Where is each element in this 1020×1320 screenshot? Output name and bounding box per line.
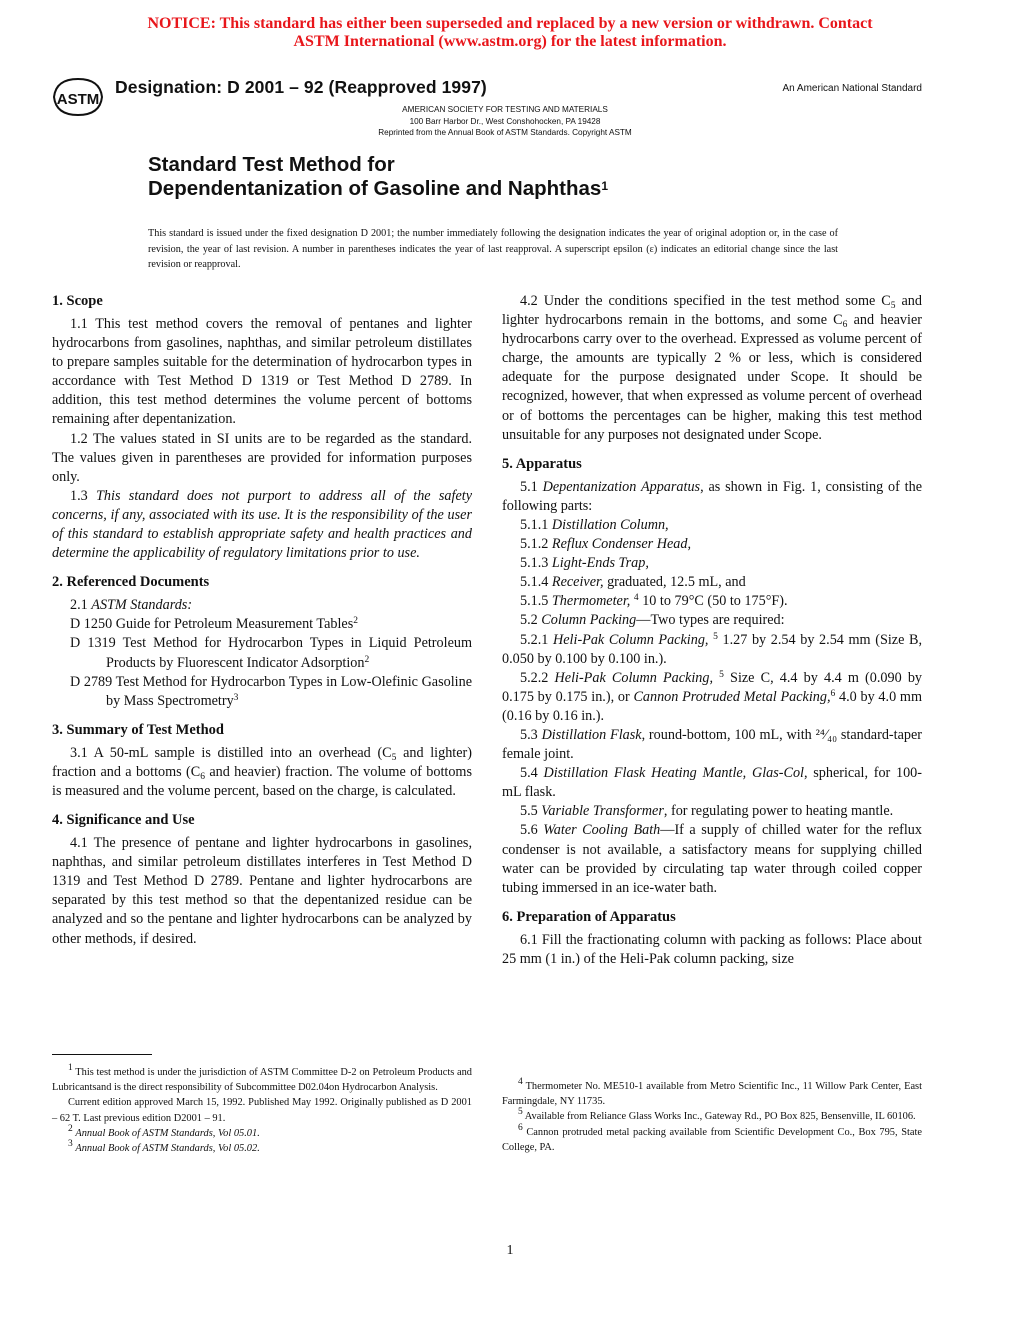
- text-part: 4.2 Under the conditions specified in the test method some C: [520, 293, 891, 309]
- section-heading-preparation: 6. Preparation of Apparatus: [502, 908, 676, 925]
- paragraph-5-1-1: [502, 516, 922, 535]
- footnote-4: [502, 1079, 922, 1109]
- paragraph-number: 5.2: [520, 612, 538, 629]
- italic-term: Light-Ends Trap,: [551, 555, 649, 572]
- footnote-rule-left: [52, 1054, 152, 1055]
- paragraph-number: 5.1.5: [520, 593, 549, 610]
- paragraph-4-1: 4.1 The presence of pentane and lighter hydrocarbons in gasolines, naphthas, and similar petroleum distillates interferes in Test Method D 1319 and Test Method D 2789. Pentane and lighter hydrocarbons are separated by this test method so that the depentanized residue can be analyzed and so the pentane and lighter hydrocarbons can be analyzed by other methods, if desired.: [52, 835, 472, 947]
- paragraph-number: 2.1: [70, 597, 88, 614]
- footnote-ref: 5: [713, 631, 718, 642]
- footnote-text: Thermometer No. ME510-1 available from Metro Scientific Inc., 11 Willow Park Center, East Farmingdale, NY 11735.: [502, 1081, 922, 1108]
- italic-term: Depentanization Apparatus: [542, 478, 701, 495]
- paragraph-number: 5.1.4: [520, 574, 549, 591]
- american-national-standard: An American National Standard: [782, 83, 922, 94]
- society-block: [320, 104, 690, 139]
- italic-term: Water Cooling Bath: [543, 822, 661, 839]
- subscript: 6: [200, 771, 205, 782]
- footnote-text: Cannon protruded metal packing available from Scientific Development Co., Box 795, State College, PA.: [502, 1126, 922, 1153]
- text-part: , spherical, for 100-mL flask.: [502, 765, 922, 801]
- section-heading-referenced-documents: 2. Referenced Documents: [52, 574, 210, 591]
- title-footnote-ref: 1: [601, 179, 609, 193]
- footnote-ref: 3: [233, 692, 239, 703]
- text-part: , for regulating power to heating mantle.: [663, 803, 894, 820]
- section-heading-apparatus: 5. Apparatus: [502, 455, 582, 472]
- paragraph-5-1-4: [502, 573, 922, 592]
- paragraph-5-2-2: [502, 669, 922, 726]
- paragraph-5-5: [502, 802, 922, 821]
- paragraph-number: 5.4: [520, 765, 538, 782]
- reference-d1250: [70, 615, 472, 634]
- footnote-ref: 6: [830, 688, 836, 699]
- text-part: 10 to 79°C (50 to 175°F).: [638, 593, 788, 610]
- safety-statement: This standard does not purport to address all of the safety concerns, if any, associated with its use. It is the responsibility of the user of this standard to establish appropriate safety and health practices and determine the applicability of regulatory limitations prior to use.: [52, 487, 472, 562]
- text-part: graduated, 12.5 mL, and: [603, 574, 746, 591]
- text-part: and lighter hydrocarbons remain in the bottoms, and some C: [502, 293, 922, 329]
- paragraph-5-3: [502, 726, 922, 764]
- logo-text: ASTM: [56, 91, 100, 108]
- footnote-text: This test method is under the jurisdiction of ASTM Committee D-2 on Petroleum Products and Lubricantsand is the direct responsibility of Subcommittee D02.04on Hydrocarbon Analysis.: [52, 1067, 472, 1094]
- italic-term: Distillation Flask: [541, 726, 642, 743]
- issuance-note: This standard is issued under the fixed designation D 2001; the number immediately following the designation indicates the year of original adoption or, in the case of revision, the year of last revision. A number in parentheses indicates the year of last reapproval. A superscript epsilon (ε) indicates an editorial change since the last revision or reapproval.: [148, 228, 838, 270]
- italic-term: Heli-Pak Column Packing,: [553, 631, 709, 648]
- italic-term: Distillation Column,: [551, 516, 669, 533]
- italic-term: Reflux Condenser Head,: [551, 536, 692, 553]
- text-part: and lighter) fraction and a bottoms (C: [52, 744, 472, 780]
- footnote-text: Annual Book of ASTM Standards, Vol 05.02.: [75, 1143, 260, 1155]
- footnote-marker: 2: [68, 1123, 73, 1134]
- paragraph-4-2: [502, 292, 922, 445]
- footnote-text: Annual Book of ASTM Standards, Vol 05.01.: [75, 1127, 260, 1139]
- text-part: and heavier hydrocarbons carry over to the overhead. Expressed as volume percent of charge, the amounts are typically 2 % or less, which is considered adequate for the purpose designated under Scope. It should be recognized, however, that when expressed as volume percent of overhead or of bottoms the percentages can be higher, making this test method unsuitable for any purposes not designated under Scope.: [502, 312, 922, 443]
- society-name: AMERICAN SOCIETY FOR TESTING AND MATERIALS: [402, 105, 608, 114]
- subscript: 5: [391, 752, 397, 763]
- italic-term: Thermometer,: [551, 593, 631, 610]
- paragraph-5-4: [502, 764, 922, 802]
- footnote-ref: 5: [719, 669, 724, 680]
- text-part: —Two types are required:: [636, 612, 785, 629]
- paragraph-number: 5.1.1: [520, 516, 549, 533]
- footnote-3: [52, 1141, 472, 1156]
- italic-term: Cannon Protruded Metal Packing,: [633, 688, 831, 705]
- paragraph-number: 5.1.3: [520, 555, 549, 572]
- left-column: [52, 292, 472, 949]
- title-line-1: Standard Test Method for: [148, 153, 395, 176]
- society-address: 100 Barr Harbor Dr., West Conshohocken, PA 19428: [409, 116, 601, 126]
- paragraph-5-1-3: [502, 554, 922, 573]
- paragraph-5-2-1: [502, 631, 922, 669]
- notice-banner: [0, 15, 1020, 51]
- text-part: , as shown in Fig. 1, consisting of the following parts:: [502, 478, 922, 514]
- paragraph-number: 5.1: [520, 478, 538, 495]
- footnotes-left: [52, 1065, 472, 1156]
- footnote-marker: 5: [518, 1107, 523, 1118]
- paragraph-number: 5.6: [520, 822, 538, 839]
- footnotes-right: [502, 1079, 922, 1155]
- footnote-1: [52, 1065, 472, 1095]
- footnote-marker: 3: [68, 1139, 73, 1150]
- paragraph-6-1: 6.1 Fill the fractionating column with packing as follows: Place about 25 mm (1 in.) of the Heli-Pak column packing, size: [502, 931, 922, 967]
- footnote-ref: 2: [353, 616, 358, 627]
- notice-line-1: NOTICE: This standard has either been superseded and replaced by a new version or withdrawn. Contact: [147, 15, 873, 32]
- italic-term: Receiver,: [551, 574, 604, 591]
- footnote-ref: 2: [364, 654, 370, 665]
- footnote-ref: 4: [633, 593, 639, 604]
- reference-text: D 1250 Guide for Petroleum Measurement Tables: [70, 616, 354, 633]
- text-part: and heavier) fraction. The volume of bottoms is measured and the volume percent, based on the charge, is calculated.: [52, 763, 472, 799]
- paragraph-number: 5.1.2: [520, 536, 549, 553]
- right-column: [502, 292, 922, 969]
- paragraph-2-1: [52, 596, 472, 615]
- reprint-note: Reprinted from the Annual Book of ASTM Standards. Copyright ASTM: [378, 128, 632, 137]
- italic-term: Column Packing: [541, 612, 637, 629]
- section-heading-scope: 1. Scope: [52, 293, 103, 309]
- footnote-marker: 6: [518, 1122, 523, 1133]
- paragraph-number: 5.3: [520, 726, 538, 743]
- footnote-5: [502, 1109, 922, 1124]
- footnote-1-edition: Current edition approved March 15, 1992. Published May 1992. Originally published as D 2001 – 62 T. Last previous edition D2001 – 91.: [52, 1097, 472, 1124]
- paragraph-3-1: [52, 744, 472, 801]
- reference-d2789: [70, 673, 472, 711]
- paragraph-1-3: [52, 487, 472, 563]
- footnote-marker: 1: [68, 1063, 73, 1073]
- page-number: 1: [506, 1243, 514, 1258]
- text-part: 4.0 by 4.0 mm (0.16 by 0.16 in.).: [502, 688, 922, 724]
- paragraph-1-1: 1.1 This test method covers the removal of pentanes and lighter hydrocarbons from gasolines, naphthas, and similar petroleum distillates to prepare samples suitable for the determination of hydrocarbon types in accordance with Test Method D 1319 or Test Method D 2789. In addition, this test method determines the volume percent of bottoms remaining after depentanization.: [52, 316, 472, 428]
- astm-logo-icon: [52, 77, 104, 117]
- subscript: 6: [842, 320, 848, 331]
- paragraph-number: 5.2.2: [520, 669, 549, 686]
- text-part: Size C, 4.4 by 4.4 m (0.090 by 0.175 by 0.175 in.), or: [502, 669, 923, 705]
- paragraph-5-2: [502, 611, 922, 630]
- text-part: —If a supply of chilled water for the reflux condenser is not available, a satisfactory means for supplying chilled water can be provided by circulating tap water through coiled copper tubing immersed in an ice-water bath.: [502, 822, 922, 896]
- reference-text: D 2789 Test Method for Hydrocarbon Types in Low-Olefinic Gasoline by Mass Spectrometry: [70, 673, 472, 709]
- section-heading-significance: 4. Significance and Use: [52, 812, 195, 829]
- reference-text: D 1319 Test Method for Hydrocarbon Types in Liquid Petroleum Products by Fluorescent Indicator Adsorption: [70, 635, 472, 671]
- text-part: , round-bottom, 100 mL, with ²⁴⁄₄₀ standard-taper female joint.: [502, 726, 922, 763]
- subscript: 5: [890, 301, 896, 311]
- footnote-text: Available from Reliance Glass Works Inc., Gateway Rd., PO Box 825, Bensenville, IL 60106.: [524, 1111, 916, 1123]
- reference-d1319: [70, 634, 472, 672]
- paragraph-number: 5.5: [520, 803, 538, 820]
- italic-term: Variable Transformer: [541, 803, 664, 820]
- text-part: 3.1 A 50-mL sample is distilled into an overhead (C: [70, 744, 392, 761]
- paragraph-1-2: 1.2 The values stated in SI units are to be regarded as the standard. The values given in parentheses are provided for information purposes only.: [52, 430, 472, 485]
- text-part: 1.27 by 2.54 by 2.54 mm (Size B, 0.050 by 0.100 by 0.100 in.).: [502, 631, 923, 667]
- paragraph-5-1: [502, 478, 922, 516]
- footnote-marker: 4: [518, 1077, 523, 1087]
- footnote-2: [52, 1123, 472, 1141]
- designation: Designation: D 2001 – 92 (Reapproved 1997): [115, 77, 487, 97]
- document-title: [148, 153, 608, 201]
- footnote-6: [502, 1122, 922, 1155]
- title-line-2: [148, 177, 608, 201]
- notice-line-2: ASTM International (www.astm.org) for the latest information.: [293, 33, 727, 50]
- paragraph-number: 1.3: [70, 487, 88, 504]
- section-heading-summary: 3. Summary of Test Method: [52, 721, 224, 738]
- paragraph-5-6: [502, 821, 922, 897]
- paragraph-number: 5.2.1: [520, 631, 549, 648]
- italic-term: Heli-Pak Column Packing,: [554, 669, 713, 686]
- paragraph-5-1-5: [502, 592, 922, 611]
- paragraph-5-1-2: [502, 535, 922, 554]
- title-main: Dependentanization of Gasoline and Naphthas: [148, 177, 602, 200]
- astm-standards-label: ASTM Standards:: [91, 597, 193, 614]
- italic-term: Distillation Flask Heating Mantle, Glas-Col: [543, 765, 804, 782]
